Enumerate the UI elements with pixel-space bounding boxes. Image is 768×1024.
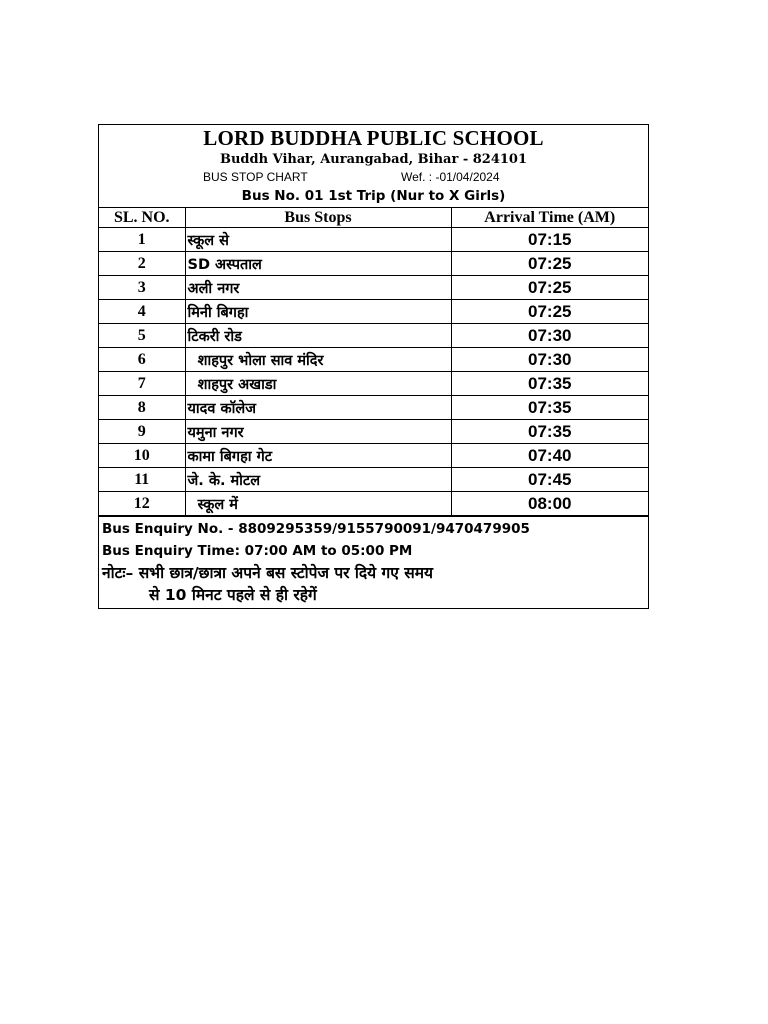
table-row (99, 252, 648, 276)
row-bus-stop: स्कूल से (185, 228, 451, 252)
row-arrival-time: 07:45 (451, 468, 648, 492)
table-row (99, 300, 648, 324)
note-line-1: नोटः– सभी छात्र/छात्रा अपने बस स्टोपेज पर दिये गए समय (102, 564, 433, 582)
row-arrival-time: 07:30 (451, 348, 648, 372)
row-sl-no: 6 (99, 348, 185, 372)
table-row (99, 444, 648, 468)
enquiry-time: Bus Enquiry Time: 07:00 AM to 05:00 PM (102, 543, 413, 559)
table-row (99, 396, 648, 420)
header-bus-stops: Bus Stops (185, 208, 451, 228)
row-sl-no: 5 (99, 324, 185, 348)
table-row (99, 348, 648, 372)
bus-stops-table (99, 207, 648, 516)
table-row (99, 420, 648, 444)
bus-stop-chart (98, 124, 649, 609)
row-sl-no: 4 (99, 300, 185, 324)
row-arrival-time: 07:25 (451, 276, 648, 300)
row-bus-stop: अली नगर (185, 276, 451, 300)
header-sl-no: SL. NO. (99, 208, 185, 228)
row-bus-stop: यमुना नगर (185, 420, 451, 444)
table-row (99, 276, 648, 300)
row-arrival-time: 07:25 (451, 252, 648, 276)
school-address: Buddh Vihar, Aurangabad, Bihar - 824101 (219, 152, 528, 167)
row-bus-stop: SD अस्पताल (185, 252, 451, 276)
row-sl-no: 12 (99, 492, 185, 516)
row-sl-no: 11 (99, 468, 185, 492)
header-arrival-time: Arrival Time (AM) (451, 208, 648, 228)
table-row (99, 372, 648, 396)
row-arrival-time: 07:35 (451, 372, 648, 396)
row-sl-no: 3 (99, 276, 185, 300)
row-bus-stop: मिनी बिगहा (185, 300, 451, 324)
row-bus-stop: शाहपुर अखाडा (185, 372, 451, 396)
trip-title: Bus No. 01 1st Trip (Nur to X Girls) (241, 188, 506, 204)
row-arrival-time: 07:40 (451, 444, 648, 468)
row-bus-stop: जे. के. मोटल (185, 468, 451, 492)
table-header-row (99, 208, 648, 228)
row-arrival-time: 08:00 (451, 492, 648, 516)
enquiry-number: Bus Enquiry No. - 8809295359/9155790091/9470479905 (102, 521, 530, 537)
row-bus-stop: यादव कॉलेज (185, 396, 451, 420)
row-arrival-time: 07:35 (451, 396, 648, 420)
row-arrival-time: 07:25 (451, 300, 648, 324)
row-bus-stop: स्कूल में (185, 492, 451, 516)
row-arrival-time: 07:35 (451, 420, 648, 444)
school-name: LORD BUDDHA PUBLIC SCHOOL (203, 126, 544, 150)
table-row (99, 324, 648, 348)
row-sl-no: 7 (99, 372, 185, 396)
row-bus-stop: टिकरी रोड (185, 324, 451, 348)
row-bus-stop: कामा बिगहा गेट (185, 444, 451, 468)
row-arrival-time: 07:15 (451, 228, 648, 252)
table-row (99, 492, 648, 516)
effective-date: Wef. : -01/04/2024 (401, 170, 500, 184)
chart-footer (99, 516, 648, 608)
row-sl-no: 2 (99, 252, 185, 276)
table-row (99, 228, 648, 252)
row-bus-stop: शाहपुर भोला साव मंदिर (185, 348, 451, 372)
row-sl-no: 10 (99, 444, 185, 468)
row-sl-no: 8 (99, 396, 185, 420)
row-sl-no: 9 (99, 420, 185, 444)
chart-info-line (99, 169, 648, 186)
table-row (99, 468, 648, 492)
chart-header (99, 125, 648, 207)
note-line-2: से 10 मिनट पहले से ही रहेगें (149, 586, 317, 604)
row-sl-no: 1 (99, 228, 185, 252)
chart-label: BUS STOP CHART (203, 170, 308, 184)
row-arrival-time: 07:30 (451, 324, 648, 348)
